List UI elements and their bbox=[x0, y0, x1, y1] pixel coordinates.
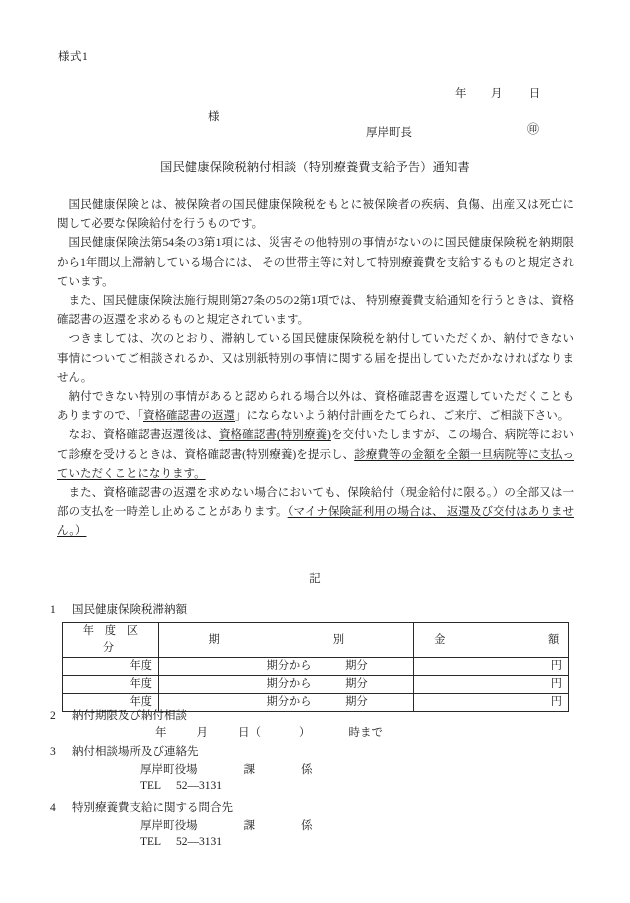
paragraph-1: 国民健康保険とは、被保険者の国民健康保険税をもとに被保険者の疾病、負傷、出産又は死亡に関して必要な保険給付を行うものです。 bbox=[57, 199, 574, 231]
paragraph-5 bbox=[57, 388, 574, 426]
issuer-name: 厚岸町長 bbox=[366, 127, 412, 139]
seal-stamp-icon: ㊞ bbox=[527, 122, 540, 136]
header-term bbox=[159, 623, 414, 658]
cell-fiscal-year[interactable]: 年度 bbox=[63, 694, 159, 712]
paragraph-6-underlined-2: 診療費等の金額を全額一旦病院等に支払っていただくことになります。 bbox=[57, 448, 575, 480]
contact-1-office: 厚岸町役場 bbox=[140, 764, 198, 776]
paragraph-6 bbox=[57, 426, 574, 484]
cell-term[interactable] bbox=[159, 676, 414, 694]
paragraph-7-text-a: また、資格確認書の返還を求めない場合においても、保険給付（現金給付に限る。）の全部又は一部の支払を一時差し止めることがあります。 bbox=[57, 487, 574, 519]
paragraph-2: 国民健康保険法第54条の3第1項には、災害その他特別の事情がないのに国民健康保険税を納期限から1年間以上滞納している場合には、 その世帯主等に対して特別療養費を支給するものと規定されています。 bbox=[57, 237, 574, 288]
table-header-row bbox=[63, 623, 569, 658]
contact-2-tel-line bbox=[140, 836, 222, 848]
contact-2-subsection: 係 bbox=[301, 820, 313, 832]
arrears-table bbox=[62, 622, 569, 712]
paragraph-6-underlined-1: 資格確認書(特別療養) bbox=[218, 429, 331, 442]
cell-amount[interactable]: 円 bbox=[414, 658, 569, 676]
form-number: 様式1 bbox=[58, 51, 89, 63]
section-4-heading bbox=[50, 799, 233, 815]
due-day-label: 日（ bbox=[238, 727, 261, 739]
contact-1-tel-line bbox=[140, 780, 222, 792]
section-3-heading bbox=[50, 743, 199, 759]
section-2-heading bbox=[50, 707, 187, 723]
contact-2-office-line bbox=[140, 817, 313, 833]
header-term-inner bbox=[165, 632, 407, 649]
contact-1-subsection: 係 bbox=[301, 764, 313, 776]
due-time-label: 時まで bbox=[348, 727, 383, 739]
section-4-label: 特別療養費支給に関する問合先 bbox=[72, 802, 233, 814]
arrears-table-wrap bbox=[62, 622, 568, 712]
paragraph-6-text-b: を交付いたしますが、この場合、病院等において診療を受けるときは、資格確認書(特別療養)を提示し、 bbox=[57, 429, 574, 461]
table-row[interactable] bbox=[63, 658, 569, 676]
header-fiscal-year: 年 度 区 分 bbox=[63, 623, 159, 658]
section-3-number: 3 bbox=[50, 746, 56, 758]
cell-fiscal-year[interactable]: 年度 bbox=[63, 676, 159, 694]
cell-term-from: 期分から bbox=[266, 660, 312, 672]
date-month-label: 月 bbox=[490, 88, 503, 100]
contact-2-tel-label: TEL bbox=[140, 836, 162, 848]
due-close-paren: ） bbox=[299, 727, 311, 739]
ki-heading: 記 bbox=[309, 573, 321, 585]
paragraph-5-underlined: 資格確認書の返還 bbox=[143, 410, 236, 423]
section-3-label: 納付相談場所及び連絡先 bbox=[72, 746, 199, 758]
header-term-right: 別 bbox=[332, 633, 345, 646]
date-year-label: 年 bbox=[455, 88, 467, 100]
cell-term-to: 期分 bbox=[345, 660, 368, 672]
section-1-heading bbox=[50, 601, 187, 617]
section-1-label: 国民健康保険税滞納額 bbox=[72, 604, 187, 616]
paragraph-3: また、国民健康保険法施行規則第27条の5の2第1項では、 特別療養費支給通知を行うときは、資格確認書の返還を求めるものと規定されています。 bbox=[57, 295, 574, 327]
contact-1-division: 課 bbox=[243, 764, 255, 776]
contact-1-tel-number: 52—3131 bbox=[176, 780, 222, 792]
date-day-label: 日 bbox=[528, 88, 541, 100]
due-date-line[interactable] bbox=[155, 724, 383, 740]
paragraph-5-text-a: 納付できない特別の事情があると認められる場合以外は、資格確認書を返還していただくこともありますので、「 bbox=[57, 391, 574, 423]
section-2-label: 納付期限及び納付相談 bbox=[72, 710, 187, 722]
document-body bbox=[57, 196, 574, 542]
header-term-left: 期 bbox=[208, 633, 220, 646]
cell-term-from: 期分から bbox=[266, 696, 312, 708]
cell-amount[interactable]: 円 bbox=[414, 694, 569, 712]
cell-term[interactable] bbox=[159, 694, 414, 712]
document-title: 国民健康保険税納付相談（特別療養費支給予告）通知書 bbox=[160, 160, 470, 174]
paragraph-6-text-a: なお、資格確認書返還後は、 bbox=[68, 429, 219, 442]
header-amount-inner bbox=[420, 632, 562, 649]
cell-term-from: 期分から bbox=[266, 678, 312, 690]
paragraph-7-underlined: （マイナ保険証利用の場合は、 返還及び交付はありません。） bbox=[57, 506, 574, 538]
section-1-number: 1 bbox=[50, 604, 56, 616]
contact-2-tel-number: 52—3131 bbox=[176, 836, 222, 848]
table-row[interactable] bbox=[63, 676, 569, 694]
section-2-number: 2 bbox=[50, 710, 56, 722]
date-line bbox=[455, 85, 549, 101]
cell-term-inner bbox=[165, 694, 407, 711]
cell-term-to: 期分 bbox=[345, 696, 368, 708]
contact-1-tel-label: TEL bbox=[140, 780, 162, 792]
header-amount-left: 金 bbox=[434, 633, 446, 646]
section-4-number: 4 bbox=[50, 802, 56, 814]
cell-term-inner bbox=[165, 658, 407, 675]
paragraph-5-text-b: 」にならないよう納付計画をたてられ、ご来庁、ご相談下さい。 bbox=[235, 410, 570, 423]
paragraph-7 bbox=[57, 484, 574, 542]
contact-1-office-line bbox=[140, 761, 313, 777]
header-amount bbox=[414, 623, 569, 658]
cell-term-to: 期分 bbox=[345, 678, 368, 690]
due-year-label: 年 bbox=[155, 727, 167, 739]
cell-fiscal-year[interactable]: 年度 bbox=[63, 658, 159, 676]
due-month-label: 月 bbox=[196, 727, 208, 739]
cell-term-inner bbox=[165, 676, 407, 693]
paragraph-4: つきましては、次のとおり、滞納している国民健康保険税を納付していただくか、納付できない事情についてご相談されるか、又は別紙特別の事情に関する届を提出していただかなければなりません。 bbox=[57, 333, 574, 384]
addressee-honorific: 様 bbox=[208, 111, 220, 123]
cell-term[interactable] bbox=[159, 658, 414, 676]
header-amount-right: 額 bbox=[547, 633, 560, 646]
cell-amount[interactable]: 円 bbox=[414, 676, 569, 694]
contact-2-office: 厚岸町役場 bbox=[140, 820, 198, 832]
contact-2-division: 課 bbox=[243, 820, 255, 832]
